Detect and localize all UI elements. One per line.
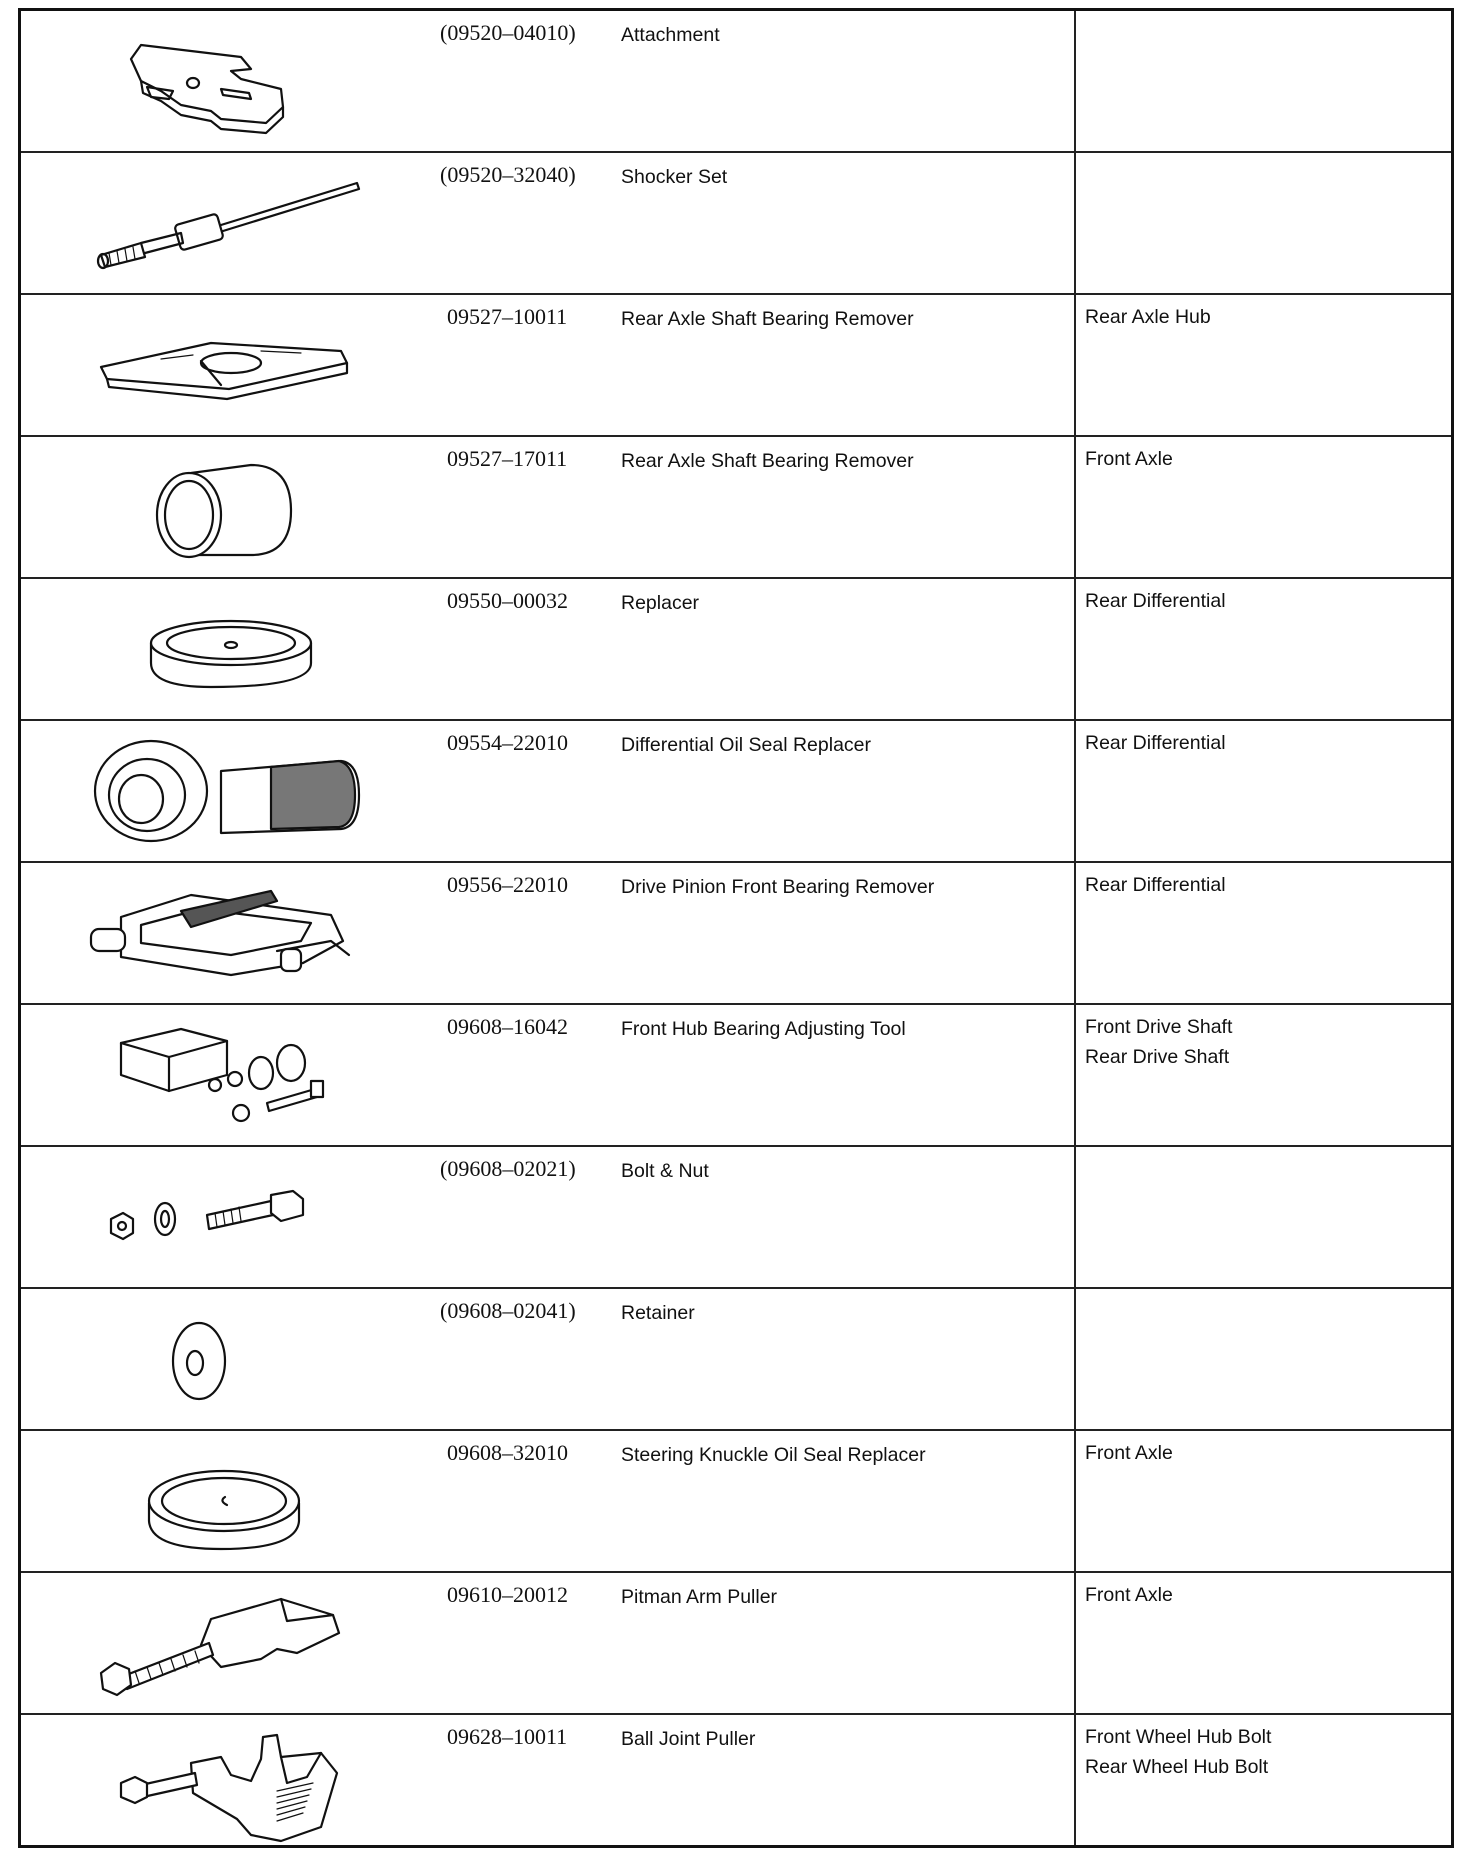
shocker-set-icon [81, 161, 381, 287]
oil-seal-replacer-icon [81, 729, 381, 855]
tool-name: Attachment [621, 24, 720, 46]
usage-item: Rear Differential [1085, 590, 1226, 612]
tool-usage [1085, 1012, 1455, 1072]
tool-usage [1085, 444, 1455, 474]
tool-name: Steering Knuckle Oil Seal Replacer [621, 1444, 926, 1466]
part-number: 09556–22010 [447, 872, 568, 897]
table-row [21, 11, 1451, 153]
column-divider [1074, 1431, 1076, 1571]
usage-item: Front Wheel Hub Bolt [1085, 1726, 1272, 1748]
table-row [21, 1147, 1451, 1289]
ball-joint-puller-icon [81, 1723, 381, 1849]
tool-usage [1085, 1580, 1455, 1610]
column-divider [1074, 721, 1076, 861]
part-number: 09628–10011 [447, 1724, 568, 1749]
column-divider [1074, 437, 1076, 577]
tool-name: Front Hub Bearing Adjusting Tool [621, 1018, 906, 1040]
table-row [21, 1289, 1451, 1431]
usage-item: Front Axle [1085, 1442, 1173, 1464]
knuckle-seal-replacer-icon [81, 1439, 381, 1565]
tool-usage [1085, 870, 1455, 900]
retainer-washer-icon [81, 1297, 381, 1423]
tool-usage [1085, 302, 1455, 332]
usage-item: Rear Drive Shaft [1085, 1046, 1230, 1068]
table-row [21, 1431, 1451, 1573]
tool-name: Replacer [621, 592, 700, 614]
tool-name: Pitman Arm Puller [621, 1586, 778, 1608]
table-row [21, 153, 1451, 295]
tool-usage [1085, 1722, 1455, 1782]
table-row [21, 295, 1451, 437]
tool-name: Ball Joint Puller [621, 1728, 756, 1750]
part-number: (09520–04010) [440, 20, 576, 45]
column-divider [1074, 863, 1076, 1003]
tool-name: Rear Axle Shaft Bearing Remover [621, 308, 914, 330]
tool-name: Bolt & Nut [621, 1160, 709, 1182]
tool-name: Shocker Set [621, 166, 728, 188]
usage-item: Front Axle [1085, 448, 1173, 470]
part-number: 09554–22010 [447, 730, 568, 755]
tool-name: Differential Oil Seal Replacer [621, 734, 872, 756]
usage-item: Front Drive Shaft [1085, 1016, 1233, 1038]
special-service-tools-table [18, 8, 1454, 1848]
usage-item: Front Axle [1085, 1584, 1173, 1606]
tool-usage [1085, 1438, 1455, 1468]
usage-item: Rear Differential [1085, 874, 1226, 896]
table-row [21, 1715, 1451, 1845]
part-number: 09527–17011 [447, 446, 568, 471]
table-row [21, 863, 1451, 1005]
column-divider [1074, 579, 1076, 719]
column-divider [1074, 1005, 1076, 1145]
column-divider [1074, 1147, 1076, 1287]
attachment-plate-icon [81, 19, 381, 145]
part-number: (09608–02041) [440, 1298, 576, 1323]
part-number: 09610–20012 [447, 1582, 568, 1607]
table-row [21, 579, 1451, 721]
tool-name: Rear Axle Shaft Bearing Remover [621, 450, 914, 472]
usage-item: Rear Axle Hub [1085, 306, 1211, 328]
column-divider [1074, 1715, 1076, 1845]
column-divider [1074, 11, 1076, 151]
tool-name: Drive Pinion Front Bearing Remover [621, 876, 935, 898]
column-divider [1074, 1289, 1076, 1429]
table-row [21, 1573, 1451, 1715]
tool-usage [1085, 586, 1455, 616]
tool-name: Retainer [621, 1302, 695, 1324]
split-plate-remover-icon [81, 303, 381, 429]
usage-item: Rear Wheel Hub Bolt [1085, 1756, 1269, 1778]
pitman-arm-puller-icon [81, 1581, 381, 1707]
hub-adjusting-tool-icon [81, 1013, 381, 1139]
part-number: 09527–10011 [447, 304, 568, 329]
bolt-nut-icon [81, 1155, 381, 1281]
part-number: 09550–00032 [447, 588, 568, 613]
bearing-remover-cup-icon [81, 445, 381, 571]
usage-item: Rear Differential [1085, 732, 1226, 754]
table-row [21, 721, 1451, 863]
replacer-disc-icon [81, 587, 381, 713]
part-number: (09520–32040) [440, 162, 576, 187]
table-row [21, 1005, 1451, 1147]
table-row [21, 437, 1451, 579]
pinion-bearing-remover-icon [81, 871, 381, 997]
column-divider [1074, 295, 1076, 435]
part-number: (09608–02021) [440, 1156, 576, 1181]
column-divider [1074, 1573, 1076, 1713]
tool-usage [1085, 728, 1455, 758]
column-divider [1074, 153, 1076, 293]
part-number: 09608–16042 [447, 1014, 568, 1039]
part-number: 09608–32010 [447, 1440, 568, 1465]
